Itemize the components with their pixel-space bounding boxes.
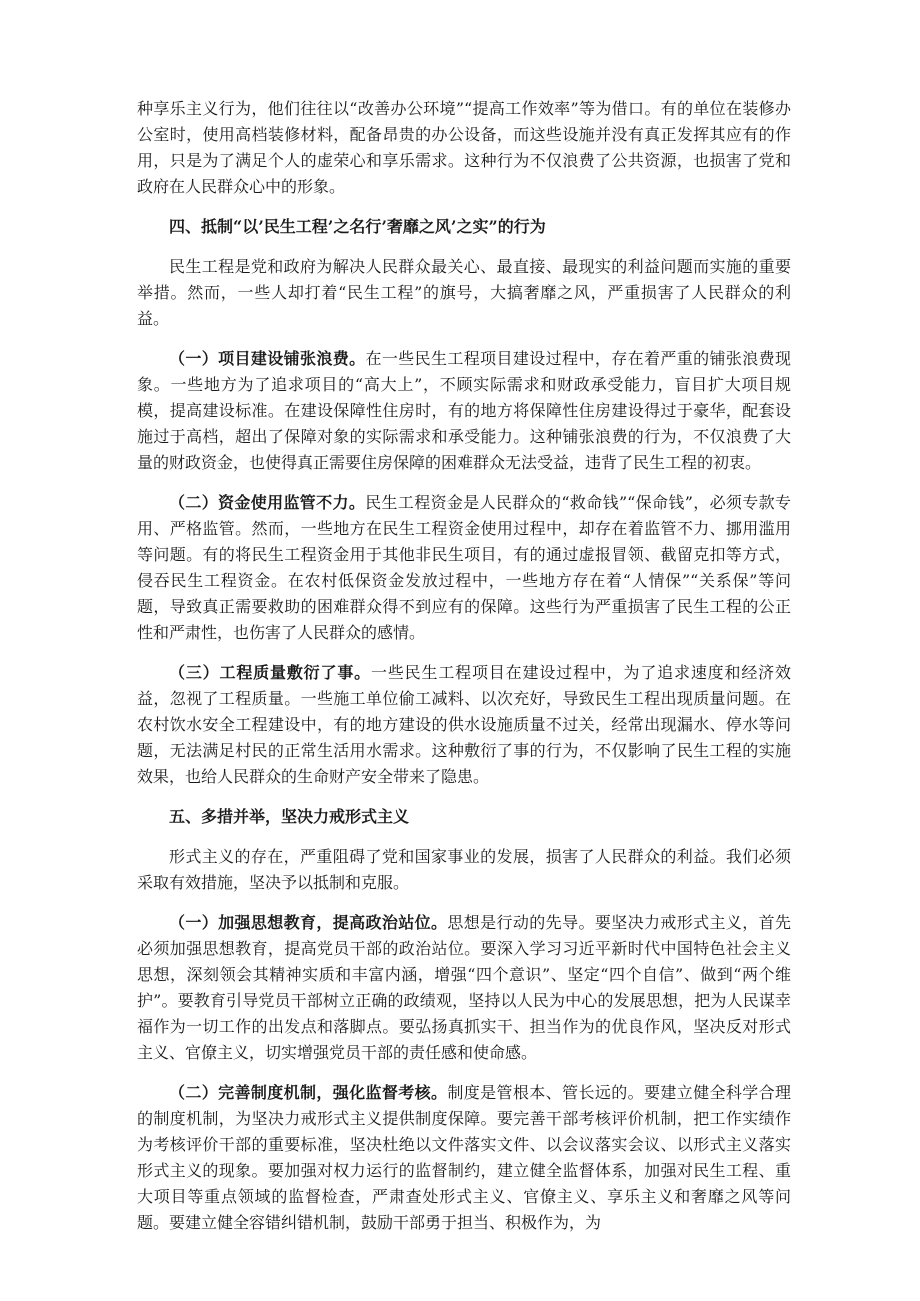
paragraph-intro-4: 民生工程是党和政府为解决人民群众最关心、最直接、最现实的利益问题而实施的重要举措。然而，一些人却打着“民生工程”的旗号，大搞奢靡之风，严重损害了人民群众的利益。: [137, 257, 791, 328]
paragraph-continuation: 种享乐主义行为，他们往往以“改善办公环境”“提高工作效率”等为借口。有的单位在装修办公室时，使用高档装修材料，配备昂贵的办公设备，而这些设施并没有真正发挥其应有的作用，只是为了满足个人的虚荣心和享乐需求。这种行为不仅浪费了公共资源，也损害了党和政府在人民群众心中的形象。: [137, 99, 791, 196]
paragraph-body: 思想是行动的先导。要坚决力戒形式主义，首先必须加强思想教育，提高党员干部的政治站位。要深入学习习近平新时代中国特色社会主义思想，深刻领会其精神实质和丰富内涵，增强“四个意识”、坚定“四个自信”、做到“两个维护”。要教育引导党员干部树立正确的政绩观，坚持以人民为中心的发展思想，把为人民谋幸福作为一切工作的出发点和落脚点。要弘扬真抓实干、担当作为的优良作风，坚决反对形式主义、官僚主义，切实增强党员干部的责任感和使命感。: [137, 913, 791, 1062]
paragraph-4-1: [137, 346, 791, 476]
paragraph-4-3: [137, 660, 791, 790]
paragraph-lead: （二）完善制度机制，强化监督考核。: [169, 1083, 448, 1102]
paragraph-5-1: [137, 910, 791, 1066]
section-heading-4: 四、抵制“以’民生工程’之名行’奢靡之风’之实”的行为: [169, 217, 546, 236]
document-page: [137, 96, 791, 1250]
paragraph-lead: （三）工程质量敷衍了事。: [169, 663, 371, 682]
paragraph-lead: （二）资金使用监管不力。: [169, 493, 366, 512]
paragraph-body: 一些民生工程项目在建设过程中，为了追求速度和经济效益，忽视了工程质量。一些施工单位偷工减料、以次充好，导致民生工程出现质量问题。在农村饮水安全工程建设中，有的地方建设的供水设施质量不过关，经常出现漏水、停水等问题，无法满足村民的正常生活用水需求。这种敷衍了事的行为，不仅影响了民生工程的实施效果，也给人民群众的生命财产安全带来了隐患。: [137, 663, 791, 786]
paragraph-body: 民生工程资金是人民群众的“救命钱”“保命钱”，必须专款专用、严格监管。然而，一些地方在民生工程资金使用过程中，却存在着监管不力、挪用滥用等问题。有的将民生工程资金用于其他非民生项目，有的通过虚报冒领、截留克扣等方式，侵吞民生工程资金。在农村低保资金发放过程中，一些地方存在着“人情保”“关系保”等问题，导致真正需要救助的困难群众得不到应有的保障。这些行为严重损害了民生工程的公正性和严肃性，也伤害了人民群众的感情。: [137, 493, 791, 642]
paragraph-5-2: [137, 1080, 791, 1236]
paragraph-4-2: [137, 490, 791, 646]
paragraph-body: 在一些民生工程项目建设过程中，存在着严重的铺张浪费现象。一些地方为了追求项目的“高大上”，不顾实际需求和财政承受能力，盲目扩大项目规模，提高建设标准。在建设保障性住房时，有的地方将保障性住房建设得过于豪华，配套设施过于高档，超出了保障对象的实际需求和承受能力。这种铺张浪费的行为，不仅浪费了大量的财政资金，也使得真正需要住房保障的困难群众无法受益，违背了民生工程的初衷。: [137, 349, 791, 472]
paragraph-intro-5: 形式主义的存在，严重阻碍了党和国家事业的发展，损害了人民群众的利益。我们必须采取有效措施，坚决予以抵制和克服。: [137, 847, 791, 892]
section-heading-5: 五、多措并举，坚决力戒形式主义: [169, 807, 410, 826]
paragraph-body: 制度是管根本、管长远的。要建立健全科学合理的制度机制，为坚决力戒形式主义提供制度保障。要完善干部考核评价机制，把工作实绩作为考核评价干部的重要标准，坚决杜绝以文件落实文件、以会议落实会议、以形式主义落实形式主义的现象。要加强对权力运行的监督制约，建立健全监督体系，加强对民生工程、重大项目等重点领域的监督检查，严肃查处形式主义、官僚主义、享乐主义和奢靡之风等问题。要建立健全容错纠错机制，鼓励干部勇于担当、积极作为，为: [137, 1083, 791, 1232]
paragraph-lead: （一）项目建设铺张浪费。: [169, 349, 366, 368]
paragraph-lead: （一）加强思想教育，提高政治站位。: [169, 913, 448, 932]
